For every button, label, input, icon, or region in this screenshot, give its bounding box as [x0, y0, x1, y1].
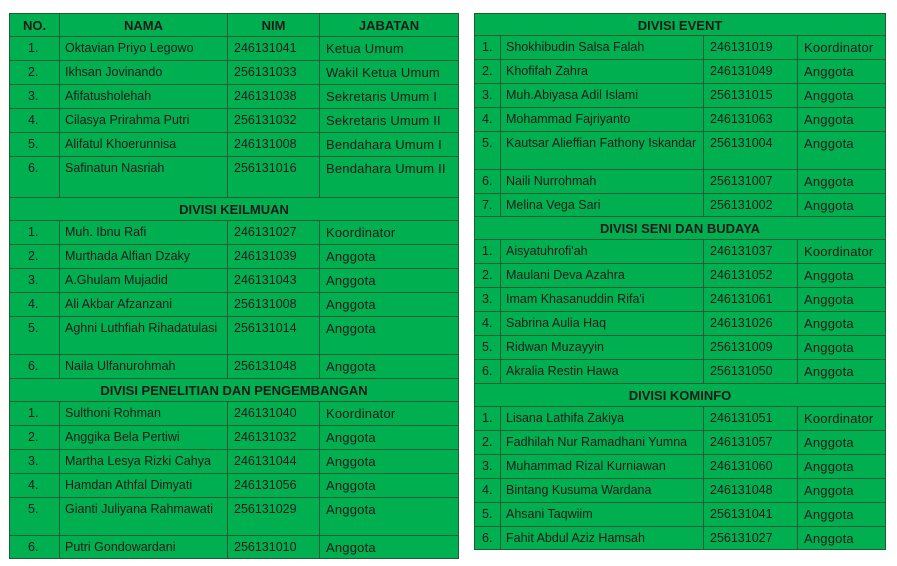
table-row [475, 407, 886, 431]
table-row [10, 498, 459, 536]
member-position: Sekretaris Umum II [320, 109, 459, 133]
row-number: 1. [10, 402, 60, 426]
member-nim: 256131004 [704, 132, 798, 170]
row-number: 4. [475, 479, 501, 503]
member-position: Anggota [798, 527, 886, 550]
row-number: 6. [10, 157, 60, 198]
member-position: Koordinator [798, 240, 886, 264]
row-number: 4. [475, 312, 501, 336]
table-row [475, 527, 886, 550]
member-name: Maulani Deva Azahra [501, 264, 704, 288]
member-position: Anggota [798, 336, 886, 360]
table-row [475, 288, 886, 312]
row-number: 3. [10, 269, 60, 293]
table-row [475, 264, 886, 288]
row-number: 2. [475, 264, 501, 288]
header-no: NO. [10, 14, 60, 37]
member-position: Koordinator [798, 407, 886, 431]
member-name: Shokhibudin Salsa Falah [501, 36, 704, 60]
member-nim: 246131063 [704, 108, 798, 132]
table-row [10, 450, 459, 474]
table-row [10, 221, 459, 245]
table-row [10, 536, 459, 559]
table-row [475, 132, 886, 170]
member-nim: 246131039 [228, 245, 320, 269]
member-position: Anggota [798, 479, 886, 503]
table-row [475, 36, 886, 60]
table-row [10, 61, 459, 85]
row-number: 5. [10, 317, 60, 355]
row-number: 2. [10, 61, 60, 85]
member-name: Fadhilah Nur Ramadhani Yumna [501, 431, 704, 455]
member-position: Ketua Umum [320, 37, 459, 61]
row-number: 1. [475, 240, 501, 264]
member-nim: 246131038 [228, 85, 320, 109]
table-row [10, 85, 459, 109]
member-position: Anggota [320, 317, 459, 355]
member-nim: 246131044 [228, 450, 320, 474]
division-title: DIVISI KEILMUAN [10, 198, 459, 221]
member-name: Sabrina Aulia Haq [501, 312, 704, 336]
row-number: 1. [10, 221, 60, 245]
member-nim: 246131027 [228, 221, 320, 245]
member-name: Alifatul Khoerunnisa [60, 133, 228, 157]
member-nim: 246131051 [704, 407, 798, 431]
row-number: 1. [10, 37, 60, 61]
member-name: Fahit Abdul Aziz Hamsah [501, 527, 704, 550]
row-number: 3. [10, 450, 60, 474]
member-nim: 256131048 [228, 355, 320, 379]
header-row [10, 14, 459, 37]
table-row [475, 84, 886, 108]
table-row [10, 269, 459, 293]
member-position: Koordinator [320, 221, 459, 245]
member-nim: 246131056 [228, 474, 320, 498]
member-position: Bendahara Umum I [320, 133, 459, 157]
member-position: Anggota [798, 312, 886, 336]
member-position: Anggota [320, 426, 459, 450]
member-nim: 246131060 [704, 455, 798, 479]
member-name: Naila Ulfanurohmah [60, 355, 228, 379]
member-position: Anggota [320, 498, 459, 536]
table-row [475, 240, 886, 264]
table-row [475, 360, 886, 384]
member-name: Aghni Luthfiah Rihadatulasi [60, 317, 228, 355]
member-name: Hamdan Athfal Dimyati [60, 474, 228, 498]
member-nim: 256131016 [228, 157, 320, 198]
member-nim: 246131041 [228, 37, 320, 61]
division-title-row [10, 198, 459, 221]
row-number: 2. [10, 245, 60, 269]
member-nim: 256131008 [228, 293, 320, 317]
member-position: Anggota [320, 536, 459, 559]
member-name: Melina Vega Sari [501, 194, 704, 217]
member-name: Imam Khasanuddin Rifa'i [501, 288, 704, 312]
division-title-row [10, 379, 459, 402]
member-name: Anggika Bela Pertiwi [60, 426, 228, 450]
member-position: Bendahara Umum II [320, 157, 459, 198]
table-row [10, 474, 459, 498]
table-row [10, 293, 459, 317]
division-title: DIVISI EVENT [475, 14, 886, 36]
table-row [475, 479, 886, 503]
member-position: Anggota [798, 431, 886, 455]
row-number: 3. [475, 84, 501, 108]
row-number: 3. [475, 455, 501, 479]
member-name: Lisana Lathifa Zakiya [501, 407, 704, 431]
row-number: 4. [10, 109, 60, 133]
row-number: 4. [10, 474, 60, 498]
member-nim: 256131014 [228, 317, 320, 355]
member-name: Sulthoni Rohman [60, 402, 228, 426]
member-name: Ridwan Muzayyin [501, 336, 704, 360]
member-nim: 256131010 [228, 536, 320, 559]
member-nim: 246131057 [704, 431, 798, 455]
member-name: Naili Nurrohmah [501, 170, 704, 194]
member-position: Anggota [320, 450, 459, 474]
member-name: A.Ghulam Mujadid [60, 269, 228, 293]
member-name: Bintang Kusuma Wardana [501, 479, 704, 503]
member-nim: 256131033 [228, 61, 320, 85]
division-title: DIVISI KOMINFO [475, 384, 886, 407]
row-number: 2. [10, 426, 60, 450]
row-number: 1. [475, 407, 501, 431]
member-name: Kautsar Alieffian Fathony Iskandar [501, 132, 704, 170]
row-number: 3. [475, 288, 501, 312]
table-row [475, 431, 886, 455]
row-number: 5. [475, 503, 501, 527]
member-position: Anggota [798, 84, 886, 108]
member-name: Muhammad Rizal Kurniawan [501, 455, 704, 479]
row-number: 6. [475, 170, 501, 194]
table-row [10, 37, 459, 61]
member-position: Anggota [320, 293, 459, 317]
table-row [10, 317, 459, 355]
member-nim: 256131029 [228, 498, 320, 536]
row-number: 2. [475, 60, 501, 84]
member-nim: 256131027 [704, 527, 798, 550]
member-position: Anggota [798, 132, 886, 170]
header-nama: NAMA [60, 14, 228, 37]
member-name: Aisyatuhrofi'ah [501, 240, 704, 264]
division-title: DIVISI PENELITIAN DAN PENGEMBANGAN [10, 379, 459, 402]
left-member-table [9, 13, 459, 559]
member-nim: 246131019 [704, 36, 798, 60]
row-number: 2. [475, 431, 501, 455]
table-row [475, 455, 886, 479]
member-name: Muh.Abiyasa Adil Islami [501, 84, 704, 108]
table-row [10, 157, 459, 198]
member-name: Ikhsan Jovinando [60, 61, 228, 85]
member-position: Anggota [798, 108, 886, 132]
member-name: Putri Gondowardani [60, 536, 228, 559]
member-nim: 256131002 [704, 194, 798, 217]
table-row [10, 245, 459, 269]
table-row [475, 194, 886, 217]
row-number: 3. [10, 85, 60, 109]
member-position: Anggota [798, 288, 886, 312]
member-nim: 256131009 [704, 336, 798, 360]
division-title-row [475, 14, 886, 36]
table-row [475, 312, 886, 336]
member-name: Ali Akbar Afzanzani [60, 293, 228, 317]
table-row [10, 109, 459, 133]
member-name: Cilasya Prirahma Putri [60, 109, 228, 133]
member-position: Koordinator [320, 402, 459, 426]
row-number: 4. [10, 293, 60, 317]
member-name: Murthada Alfian Dzaky [60, 245, 228, 269]
member-nim: 246131043 [228, 269, 320, 293]
member-nim: 246131061 [704, 288, 798, 312]
member-name: Safinatun Nasriah [60, 157, 228, 198]
member-nim: 246131008 [228, 133, 320, 157]
row-number: 5. [10, 133, 60, 157]
member-name: Muh. Ibnu Rafi [60, 221, 228, 245]
member-position: Wakil Ketua Umum [320, 61, 459, 85]
row-number: 4. [475, 108, 501, 132]
table-row [475, 170, 886, 194]
member-nim: 256131041 [704, 503, 798, 527]
member-nim: 246131052 [704, 264, 798, 288]
table-row [10, 355, 459, 379]
division-title-row [475, 217, 886, 240]
row-number: 6. [475, 527, 501, 550]
member-name: Oktavian Priyo Legowo [60, 37, 228, 61]
member-position: Anggota [320, 474, 459, 498]
member-position: Anggota [320, 245, 459, 269]
row-number: 5. [475, 132, 501, 170]
header-nim: NIM [228, 14, 320, 37]
member-name: Akralia Restin Hawa [501, 360, 704, 384]
member-name: Gianti Juliyana Rahmawati [60, 498, 228, 536]
table-row [10, 426, 459, 450]
member-name: Mohammad Fajriyanto [501, 108, 704, 132]
division-title-row [475, 384, 886, 407]
row-number: 7. [475, 194, 501, 217]
member-nim: 246131026 [704, 312, 798, 336]
member-nim: 246131040 [228, 402, 320, 426]
member-nim: 256131007 [704, 170, 798, 194]
member-position: Koordinator [798, 36, 886, 60]
member-name: Afifatusholehah [60, 85, 228, 109]
table-row [475, 336, 886, 360]
member-name: Khofifah Zahra [501, 60, 704, 84]
table-row [475, 60, 886, 84]
member-nim: 246131049 [704, 60, 798, 84]
right-member-table [474, 13, 886, 550]
member-position: Sekretaris Umum I [320, 85, 459, 109]
member-position: Anggota [798, 264, 886, 288]
member-nim: 246131032 [228, 426, 320, 450]
division-title: DIVISI SENI DAN BUDAYA [475, 217, 886, 240]
member-position: Anggota [798, 503, 886, 527]
member-position: Anggota [320, 355, 459, 379]
table-row [10, 133, 459, 157]
member-position: Anggota [798, 360, 886, 384]
member-nim: 256131032 [228, 109, 320, 133]
row-number: 5. [10, 498, 60, 536]
table-row [10, 402, 459, 426]
row-number: 6. [10, 355, 60, 379]
member-nim: 246131048 [704, 479, 798, 503]
header-jabatan: JABATAN [320, 14, 459, 37]
member-nim: 256131050 [704, 360, 798, 384]
member-nim: 246131037 [704, 240, 798, 264]
member-nim: 256131015 [704, 84, 798, 108]
member-position: Anggota [798, 170, 886, 194]
member-position: Anggota [320, 269, 459, 293]
table-row [475, 503, 886, 527]
member-position: Anggota [798, 194, 886, 217]
member-position: Anggota [798, 455, 886, 479]
table-row [475, 108, 886, 132]
row-number: 6. [10, 536, 60, 559]
row-number: 1. [475, 36, 501, 60]
member-position: Anggota [798, 60, 886, 84]
member-name: Ahsani Taqwiim [501, 503, 704, 527]
member-name: Martha Lesya Rizki Cahya [60, 450, 228, 474]
row-number: 5. [475, 336, 501, 360]
row-number: 6. [475, 360, 501, 384]
